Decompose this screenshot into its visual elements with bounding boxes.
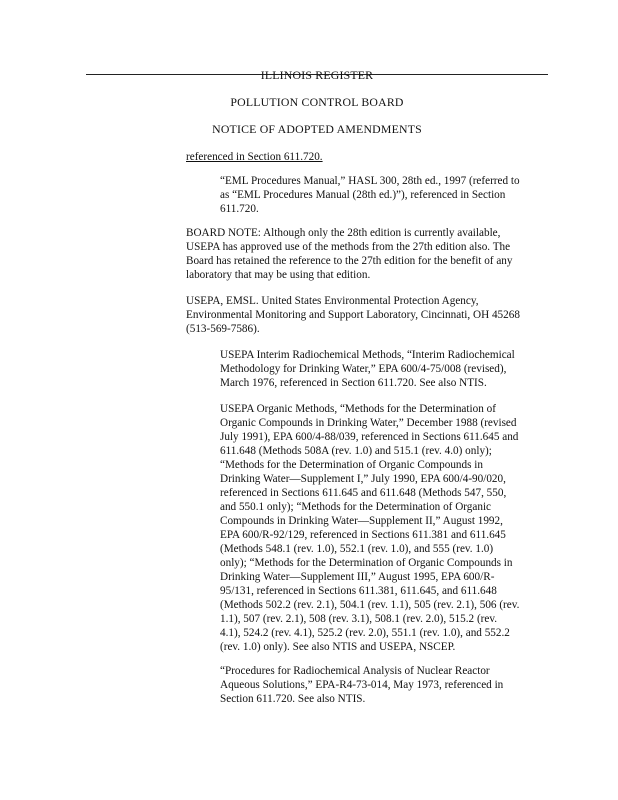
board-note: BOARD NOTE: Although only the 28th edition is currently available, USEPA has approved use of the methods from the 27th edition also. The Board has retained the reference to the 27th edition for the benefit of any laboratory that may be using that edition.	[186, 227, 513, 281]
register-title: ILLINOIS REGISTER	[260, 68, 374, 82]
usepa-emsl-entry: USEPA, EMSL. United States Environmental Protection Agency, Environmental Monitoring and Support Laboratory, Cincinnati, OH 45268 (513-569-7586).	[186, 295, 520, 335]
board-title: POLLUTION CONTROL BOARD	[230, 95, 404, 109]
eml-procedures-entry: “EML Procedures Manual,” HASL 300, 28th ed., 1997 (referred to as “EML Procedures Manual (28th ed.)”), referenced in Section 611.720.	[220, 175, 520, 215]
nuclear-reactor-entry: “Procedures for Radiochemical Analysis of Nuclear Reactor Aqueous Solutions,” EPA-R4-73-014, May 1973, referenced in Section 611.720. See also NTIS.	[220, 665, 504, 705]
organic-methods-entry: USEPA Organic Methods, “Methods for the Determination of Organic Compounds in Drinking Water,” December 1988 (revised July 1991), EPA 600/4-88/039, referenced in Sections 611.645 and 611.648 (Methods 508A (rev. 1.0) and 515.1 (rev. 4.0) only); “Methods for the Determination of Organic Compounds in Drinking Water—Supplement I,” July 1990, EPA 600/4-90/020, referenced in Sections 611.645 and 611.648 (Methods 547, 550, and 550.1 only); “Methods for the Determination of Organic Compounds in Drinking Water—Supplement II,” August 1992, EPA 600/R-92/129, referenced in Sections 611.381 and 611.645 (Methods 548.1 (rev. 1.0), 552.1 (rev. 1.0), and 555 (rev. 1.0) only); “Methods for the Determination of Organic Compounds in Drinking Water—Supplement III,” August 1995, EPA 600/R- 95/131, referenced in Sections 611.381, 611.645, and 611.648 (Methods 502.2 (rev. 2.1), 504.1 (rev. 1.1), 505 (rev. 2.1), 506 (rev. 1.1), 507 (rev. 2.1), 508 (rev. 3.1), 508.1 (rev. 2.0), 515.2 (rev. 4.1), 524.2 (rev. 4.1), 525.2 (rev. 2.0), 551.1 (rev. 1.0), and 552.2 (rev. 1.0) only). See also NTIS and USEPA, NSCEP.	[220, 403, 520, 653]
section-reference-line: referenced in Section 611.720.	[186, 151, 323, 163]
interim-radiochemical-entry: USEPA Interim Radiochemical Methods, “Interim Radiochemical Methodology for Drinking Water,” EPA 600/4-75/008 (revised), March 1976, referenced in Section 611.720. See also NTIS.	[220, 349, 515, 389]
notice-title: NOTICE OF ADOPTED AMENDMENTS	[212, 122, 422, 136]
